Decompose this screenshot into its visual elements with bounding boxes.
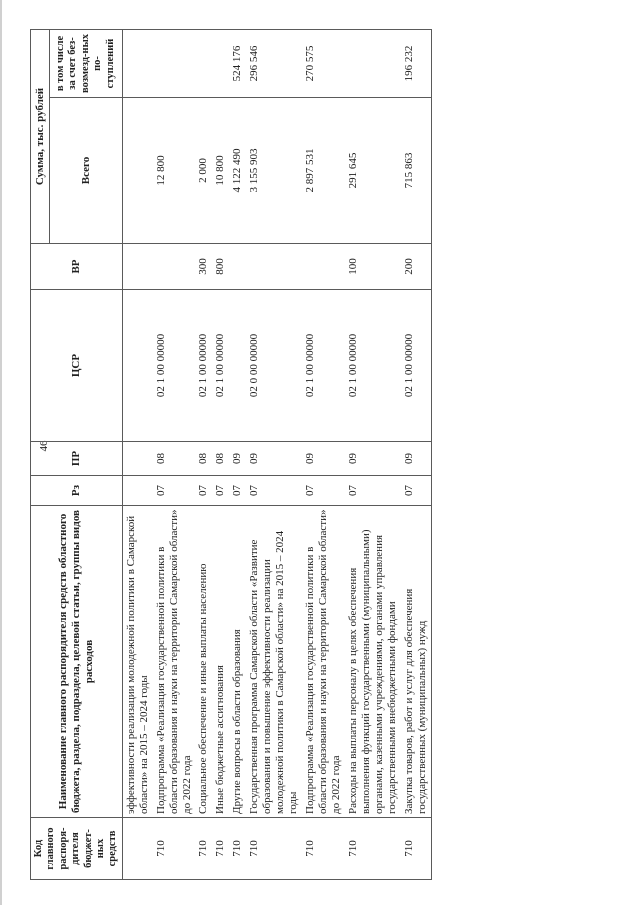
row-code-cell: 710: [229, 818, 246, 880]
row-vr-cell: 800: [212, 244, 229, 290]
row-csr-cell: 02 1 00 00000: [302, 290, 345, 442]
budget-table: [30, 29, 432, 880]
header-vr: ВР: [31, 244, 123, 290]
row-csr-cell: [122, 290, 152, 442]
row-vr-cell: 300: [195, 244, 212, 290]
row-code-cell: 710: [246, 818, 302, 880]
scan-edge: [0, 0, 2, 905]
row-incl-cell: [212, 29, 229, 97]
row-vr-cell: [229, 244, 246, 290]
table-row: [153, 29, 196, 879]
row-name-cell: Социальное обеспечение и иные выплаты населению: [195, 506, 212, 818]
row-vr-cell: [122, 244, 152, 290]
row-total-cell: 4 122 490: [229, 98, 246, 244]
table-header: [31, 29, 123, 879]
row-name-cell: Подпрограмма «Реализация государственной политики в области образования и науки на территории Самарской области» до 2022 года: [302, 506, 345, 818]
row-vr-cell: [153, 244, 196, 290]
row-total-cell: 3 155 903: [246, 98, 302, 244]
row-total-cell: 2 000: [195, 98, 212, 244]
row-incl-cell: [195, 29, 212, 97]
header-sum-group: Сумма, тыс. рублей: [31, 29, 50, 243]
header-csr: ЦСР: [31, 290, 123, 442]
row-total-cell: 291 645: [345, 98, 401, 244]
row-rz-cell: [122, 476, 152, 506]
row-csr-cell: [229, 290, 246, 442]
row-rz-cell: 07: [246, 476, 302, 506]
row-rz-cell: 07: [153, 476, 196, 506]
row-rz-cell: 07: [212, 476, 229, 506]
table-row: [302, 29, 345, 879]
row-incl-cell: [345, 29, 401, 97]
row-code-cell: 710: [345, 818, 401, 880]
table-body: [122, 29, 431, 879]
row-vr-cell: 200: [401, 244, 431, 290]
row-incl-cell: 196 232: [401, 29, 431, 97]
row-rz-cell: 07: [302, 476, 345, 506]
header-pr: ПР: [31, 442, 123, 476]
header-name: Наименование главного распорядителя средств областного бюджета, раздела, подраздела, целевой статьи, группы видов расходов: [31, 506, 123, 818]
row-name-cell: Закупка товаров, работ и услуг для обеспечения государственных (муниципальных) нужд: [401, 506, 431, 818]
row-rz-cell: 07: [401, 476, 431, 506]
row-pr-cell: 08: [212, 442, 229, 476]
table-row: [229, 29, 246, 879]
row-csr-cell: 02 1 00 00000: [195, 290, 212, 442]
header-incl: в том числе за счет без-возмезд-ных по-ступлений: [50, 29, 122, 97]
row-vr-cell: 100: [345, 244, 401, 290]
row-pr-cell: [122, 442, 152, 476]
header-rz: Рз: [31, 476, 123, 506]
row-pr-cell: 08: [153, 442, 196, 476]
row-incl-cell: 524 176: [229, 29, 246, 97]
row-name-cell: Другие вопросы в области образования: [229, 506, 246, 818]
row-pr-cell: 09: [246, 442, 302, 476]
table-row: [195, 29, 212, 879]
row-csr-cell: 02 0 00 00000: [246, 290, 302, 442]
row-incl-cell: [153, 29, 196, 97]
row-code-cell: 710: [401, 818, 431, 880]
row-incl-cell: 270 575: [302, 29, 345, 97]
row-csr-cell: 02 1 00 00000: [153, 290, 196, 442]
row-csr-cell: 02 1 00 00000: [212, 290, 229, 442]
page-number: 46: [38, 440, 50, 452]
row-name-cell: Иные бюджетные ассигнования: [212, 506, 229, 818]
table-row: [212, 29, 229, 879]
rotated-page: [30, 30, 630, 880]
row-total-cell: 10 800: [212, 98, 229, 244]
table-row: [345, 29, 401, 879]
row-pr-cell: 09: [345, 442, 401, 476]
row-code-cell: 710: [195, 818, 212, 880]
table-row: [122, 29, 152, 879]
header-total: Всего: [50, 98, 122, 244]
row-name-cell: Расходы на выплаты персоналу в целях обеспечения выполнения функций государственными (муниципальными) органами, казенными учреждениями, органами управления государственными внебюджетными фондами: [345, 506, 401, 818]
row-csr-cell: 02 1 00 00000: [401, 290, 431, 442]
row-rz-cell: 07: [345, 476, 401, 506]
row-vr-cell: [246, 244, 302, 290]
header-code: Код главного распоря-дителя бюджет-ных средств: [31, 818, 123, 880]
row-rz-cell: 07: [229, 476, 246, 506]
row-code-cell: 710: [153, 818, 196, 880]
row-total-cell: 715 863: [401, 98, 431, 244]
table-row: [246, 29, 302, 879]
row-pr-cell: 09: [229, 442, 246, 476]
row-code-cell: 710: [212, 818, 229, 880]
row-code-cell: 710: [302, 818, 345, 880]
row-total-cell: 12 800: [153, 98, 196, 244]
row-name-cell: Государственная программа Самарской области «Развитие образования и повышение эффективности реализации молодежной политики в Самарской области» на 2015 – 2024 годы: [246, 506, 302, 818]
row-total-cell: [122, 98, 152, 244]
row-name-cell: Подпрограмма «Реализация государственной политики в области образования и науки на территории Самарской области» до 2022 года: [153, 506, 196, 818]
row-pr-cell: 09: [401, 442, 431, 476]
row-pr-cell: 09: [302, 442, 345, 476]
row-name-cell: эффективности реализации молодежной политики в Самарской области» на 2015 – 2024 годы: [122, 506, 152, 818]
row-incl-cell: 296 546: [246, 29, 302, 97]
table-row: [401, 29, 431, 879]
row-pr-cell: 08: [195, 442, 212, 476]
row-csr-cell: 02 1 00 00000: [345, 290, 401, 442]
row-total-cell: 2 897 531: [302, 98, 345, 244]
row-code-cell: [122, 818, 152, 880]
row-vr-cell: [302, 244, 345, 290]
row-rz-cell: 07: [195, 476, 212, 506]
row-incl-cell: [122, 29, 152, 97]
